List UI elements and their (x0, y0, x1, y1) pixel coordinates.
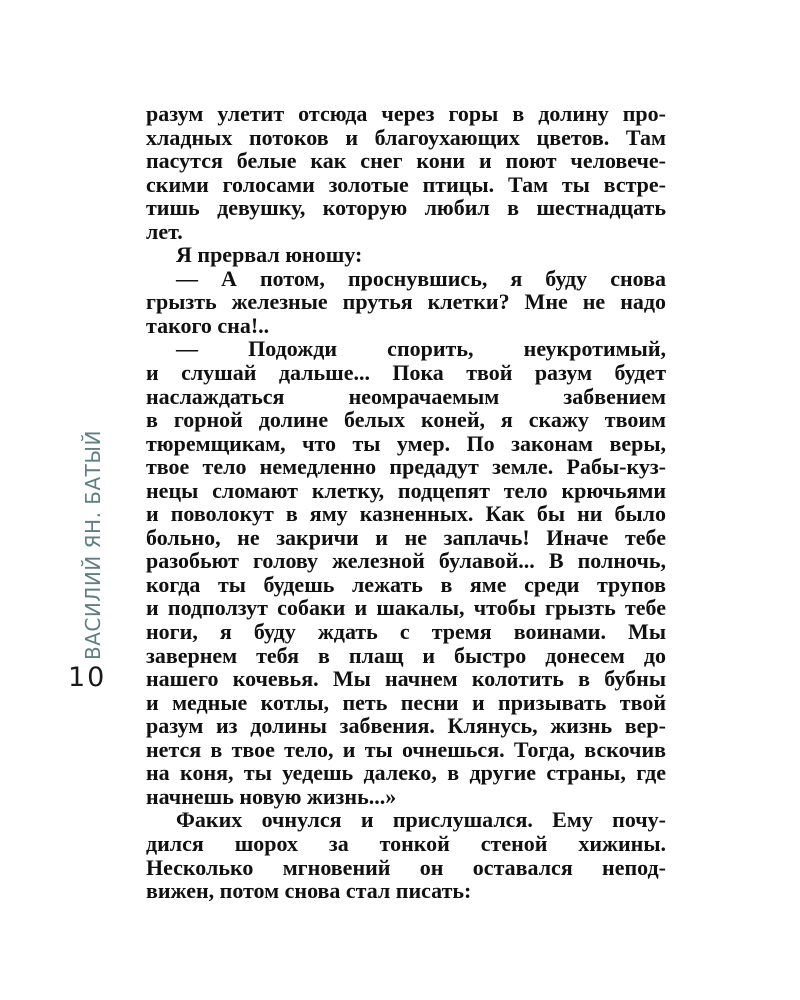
text-line: тюремщикам, что ты умер. По законам веры, (146, 430, 666, 456)
text-line: разобьют голову железной булавой... В полночь, (146, 548, 666, 574)
text-line: больно, не закричи и не заплачь! Иначе тебе (146, 524, 666, 550)
text-line: скими голосами золотые птицы. Там ты встре- (146, 171, 666, 197)
text-line: нецы сломают клетку, подцепят тело крючьями (146, 477, 666, 503)
text-line: на коня, ты уедешь далеко, в другие страны, где (146, 760, 666, 786)
text-line: наслаждаться неомрачаемым забвением (146, 383, 666, 409)
text-line: грызть железные прутья клетки? Мне не надо (146, 289, 666, 315)
text-line: лет. (146, 218, 183, 244)
text-line: в горной долине белых коней, я скажу твоим (146, 407, 666, 433)
text-line: вижен, потом снова стал писать: (146, 878, 472, 904)
text-line: и поволокут в яму казненных. Как бы ни было (146, 501, 666, 527)
text-line: тишь девушку, которую любил в шестнадцать (146, 195, 666, 221)
paragraph (146, 267, 666, 338)
text-line: пасутся белые как снег кони и поют человече- (146, 148, 666, 174)
text-line: Я прервал юношу: (176, 242, 363, 268)
text-line: начнешь новую жизнь...» (146, 783, 397, 809)
text-line: и слушай дальше... Пока твой разум будет (146, 360, 666, 386)
text-line: — Подожди спорить, неукротимый, (176, 336, 666, 362)
text-line: ноги, я буду ждать с тремя воинами. Мы (146, 619, 666, 645)
text-line: завернем тебя в плащ и быстро донесем до (146, 642, 666, 668)
page-number: 10 (68, 662, 107, 693)
text-line: Несколько мгновений он оставался непод- (146, 854, 666, 880)
text-line: дился шорох за тонкой стеной хижины. (146, 830, 666, 856)
text-line: хладных потоков и благоухающих цветов. Там (146, 124, 666, 150)
paragraph (146, 102, 666, 243)
text-line: нется в твое тело, и ты очнешься. Тогда, вскочив (146, 736, 666, 762)
text-line: — А потом, проснувшись, я буду снова (176, 265, 666, 291)
text-line: и подползут собаки и шакалы, чтобы грызть тебе (146, 595, 666, 621)
text-line: разум улетит отсюда через горы в долину про- (146, 101, 666, 126)
text-line: когда ты будешь лежать в яме среди трупов (146, 571, 666, 597)
text-line: твое тело немедленно предадут земле. Рабы-куз- (146, 454, 666, 480)
paragraph (146, 808, 666, 902)
running-head: ВАСИЛИЙ ЯН. БАТЫЙ (81, 429, 105, 661)
text-line: Факих очнулся и прислушался. Ему почу- (176, 807, 666, 833)
body-text (146, 102, 666, 903)
text-line: и медные котлы, петь песни и призывать твой (146, 689, 666, 715)
paragraph (146, 337, 666, 808)
text-line: разум из долины забвения. Клянусь, жизнь вер- (146, 713, 666, 739)
text-line: нашего кочевья. Мы начнем колотить в бубны (146, 666, 666, 692)
paragraph (146, 243, 666, 267)
text-line: такого сна!.. (146, 312, 270, 338)
